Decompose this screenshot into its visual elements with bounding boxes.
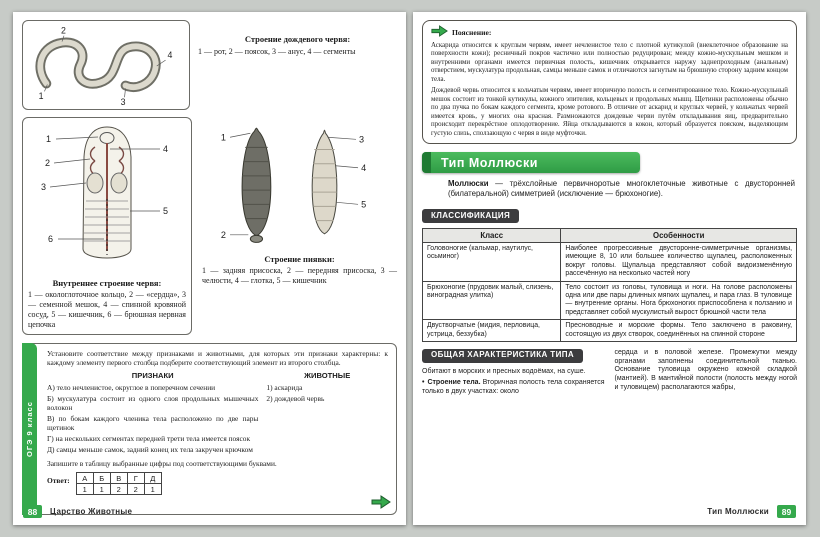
sign-item: В) по бокам каждого членика тела расположено по две пары щетинок <box>47 414 259 432</box>
page-number: 88 <box>23 505 42 518</box>
answer-letter-cell: Б <box>93 473 110 484</box>
figure-caption-title: Внутреннее строение червя: <box>52 278 162 288</box>
table-cell-features: Пресноводные и морские формы. Тело заключено в раковину, состоящую из двух створок, соединённых на спинной стороне <box>561 320 797 342</box>
answer-letter-cell: Г <box>127 473 144 484</box>
right-page-footer <box>423 505 796 518</box>
table-row <box>423 281 797 320</box>
figure-label: 1 <box>46 134 52 144</box>
general-characteristics-section <box>422 349 797 400</box>
figure-label: 2 <box>220 229 226 240</box>
answer-value-cell: 2 <box>127 484 144 495</box>
mollusks-term: Моллюски <box>448 179 489 188</box>
task-intro: Установите соответствие между признаками и животными, для которых эти признаки характерны: к каждому элементу первого столбца подберите соответствующий элемент из второго столбца. <box>47 349 388 367</box>
figure-caption-text: 1 — окологлоточное кольцо, 2 — «сердца», 3 — семенной мешок, 4 — спинной кровяной сосуд, 5 — кишечник, 6 — брюшная нервная цепочка <box>28 290 186 329</box>
animals-header: ЖИВОТНЫЕ <box>304 371 351 380</box>
bullet-text: Вторичная полость тела сохраняется только в двух участках: около <box>422 379 605 396</box>
table-row <box>423 320 797 342</box>
explanation-label: Пояснение: <box>452 27 492 37</box>
classification-badge: КЛАССИФИКАЦИЯ <box>422 209 519 223</box>
worm-anatomy-figure-box <box>22 117 192 335</box>
task-note: Запишите в таблицу выбранные цифры под соответствующими буквами. <box>47 459 277 468</box>
explanation-box <box>422 20 797 144</box>
animals-column <box>266 371 388 456</box>
answer-value-cell: 2 <box>110 484 127 495</box>
left-page <box>13 12 406 525</box>
bullet-term: Строение тела. <box>427 379 481 387</box>
footer-section-title: Царство Животные <box>50 507 133 516</box>
leech-figure <box>202 119 382 247</box>
figure-label: 3 <box>359 134 365 145</box>
body-structure-bullet <box>422 379 605 396</box>
figure-label: 4 <box>167 50 173 61</box>
answer-table <box>76 472 162 495</box>
figure-label: 4 <box>361 162 367 173</box>
general-characteristics-badge: ОБЩАЯ ХАРАКТЕРИСТИКА ТИПА <box>422 349 583 363</box>
earthworm-figure-row <box>22 20 397 110</box>
table-cell-class: Брюхоногие (прудовик малый, слизень, виноградная улитка) <box>423 281 561 320</box>
table-cell-features: Наиболее прогрессивные двусторонне-симметричные организмы, имеющие 8, 10 или большее количество щупалец, расположенных вокруг головы. Щупальца представляют собой видоизменённую рассечённую на несколько частей ногу <box>561 243 797 282</box>
general-intro: Обитают в морских и пресных водоёмах, на суше. <box>422 367 586 375</box>
oge-grade-tab: ОГЭ 9 класс <box>22 343 37 515</box>
answer-letter-cell: Д <box>144 473 161 484</box>
bullet-marker: • <box>422 379 425 387</box>
worm-anatomy-figure <box>28 121 186 271</box>
page-number: 89 <box>777 505 796 518</box>
table-cell-features: Тело состоит из головы, туловища и ноги. На голове расположены одна или две пары длинных мягких щупалец, и пара глаз. В туловище — внутренние органы. Нога брюхоногих приспособлена к ползанию и представляет собой мускулистый вырост брюшной части тела <box>561 281 797 320</box>
figure-label: 1 <box>220 132 226 143</box>
earthworm-figure <box>25 23 185 107</box>
mollusks-intro <box>448 179 795 199</box>
signs-header: ПРИЗНАКИ <box>131 371 174 380</box>
left-page-footer <box>23 505 396 518</box>
figure-caption-text: 1 — задняя присоска, 2 — передняя присоска, 3 — челюсти, 4 — глотка, 5 — кишечник <box>202 266 397 285</box>
figure-label: 2 <box>61 25 66 36</box>
animal-item: 2) дождевой червь <box>266 394 325 403</box>
figure-label: 5 <box>163 206 169 216</box>
figure-label: 5 <box>361 199 367 210</box>
mollusks-intro-text: — трёхслойные первичноротые многоклеточные животные с двусторонней (билатеральной) симметрией (исключение — брюхоногие). <box>448 179 795 198</box>
figure-caption-text: 1 — рот, 2 — поясок, 3 — анус, 4 — сегменты <box>198 47 356 56</box>
signs-column <box>47 371 258 456</box>
explanation-paragraph: Аскарида относится к круглым червям, имеет нечленистое тело с плотной кутикулой (внеклеточное образование на поверхности кожи); ресничный покров частично или полностью редуцирован; между кожно-мускульным мешком и внутренними органами имеется первичная полость, кишечник открывается наружу заднепроходным (анальным) отверстием, мускулатура продольная, самцы меньше самок и отличаются загнутым на брюшную сторону задним концом тела. <box>431 41 788 83</box>
figure-label: 3 <box>120 97 126 107</box>
table-header-row <box>423 229 797 243</box>
figure-label: 1 <box>38 91 44 102</box>
figure-label: 4 <box>163 144 169 154</box>
earthworm-caption <box>198 20 397 57</box>
classification-table <box>422 228 797 342</box>
answer-letter-cell: А <box>76 473 93 484</box>
sign-item: Г) на нескольких сегментах передней трети тела имеется поясок <box>47 434 251 443</box>
section-banner <box>422 152 640 173</box>
right-page <box>413 12 806 525</box>
sign-item: А) тело нечленистое, округлое в поперечном сечении <box>47 383 216 392</box>
table-cell-class: Двустворчатые (мидия, перловица, устрица, беззубка) <box>423 320 561 342</box>
table-header-class: Класс <box>423 229 561 243</box>
figure-label: 2 <box>45 158 51 168</box>
table-header-features: Особенности <box>561 229 797 243</box>
earthworm-figure-box <box>22 20 190 110</box>
answer-value-cell: 1 <box>93 484 110 495</box>
general-left-column <box>422 349 605 400</box>
continuation-text: сердца и в половой железе. Промежутки между органами заполнены соединительной тканью. Основание туловища окружено кожной складкой (мантией). В мантийной полости (полость между ногой и туловищем) располагаются жабры, <box>614 349 797 391</box>
banner-notch <box>422 152 431 173</box>
table-cell-class: Головоногие (кальмар, наутилус, осьминог) <box>423 243 561 282</box>
figure-label: 3 <box>41 182 47 192</box>
figure-caption-title: Строение дождевого червя: <box>244 34 351 44</box>
sign-item: Б) мускулатура состоит из одного слоя продольных мышечных волокон <box>47 394 259 412</box>
footer-section-title: Тип Моллюски <box>707 507 769 516</box>
leech-figure-wrap <box>202 117 397 286</box>
animal-item: 1) аскарида <box>266 383 303 392</box>
table-row <box>423 243 797 282</box>
answer-label: Ответ: <box>47 476 70 485</box>
answer-value-cell: 1 <box>144 484 161 495</box>
oge-task-box <box>22 343 397 515</box>
general-right-column <box>615 349 798 400</box>
answer-value-cell: 1 <box>76 484 93 495</box>
section-title: Тип Моллюски <box>441 155 538 170</box>
answer-letter-cell: В <box>110 473 127 484</box>
explanation-arrow-icon <box>431 25 448 41</box>
figure-label: 6 <box>48 234 54 244</box>
figure-caption-title: Строение пиявки: <box>264 254 335 264</box>
sign-item: Д) самцы меньше самок, задний конец их тела закручен крючком <box>47 445 253 454</box>
explanation-paragraph: Дождевой червь относится к кольчатым червям, имеет вторичную полость и сегментированное тело. Кожно-мускульный мешок состоит из тонкой кутикулы, кожного эпителия, кольцевых и продольных мышц. Щетинки расположены обычно по два пучка по бокам каждого сегмента, кроме ротового. В отличие от аскарид и круглых червей, у кольчатых червей имеется кровь, у многих она красная. Размножаются дождевые черви путём откладывания яиц, предварительно происходит перекрёстное оплодотворение. Яйца откладываются в кокон, который образуется пояском, выделяющим густую слизь, сползающую с червя в виде муфточки. <box>431 87 788 137</box>
